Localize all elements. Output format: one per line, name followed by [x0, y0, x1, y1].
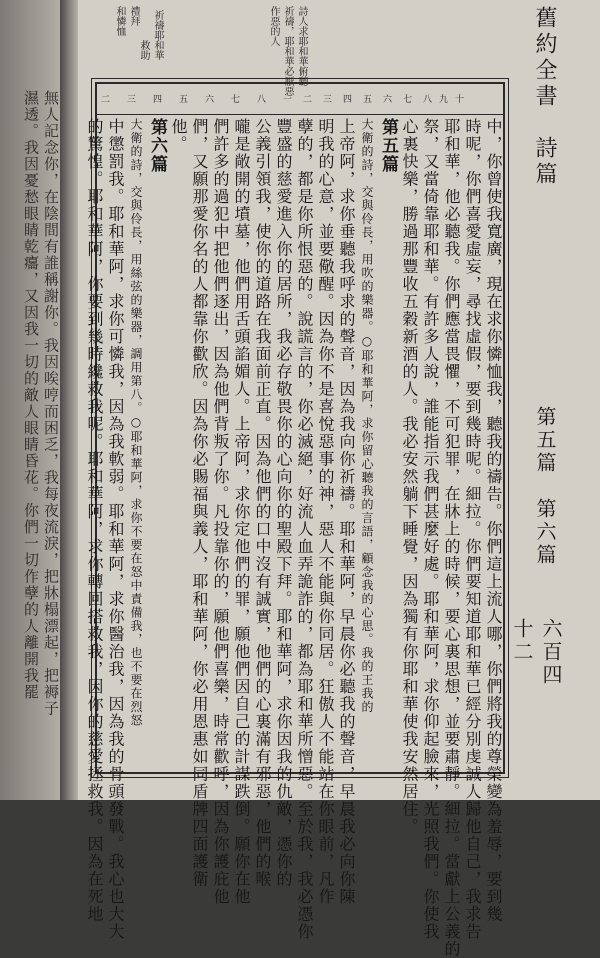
- ruler-mark: 九: [439, 95, 449, 105]
- ruler-mark: 四: [343, 95, 353, 105]
- text-column: 明我的心意，並要儆醒。因為你不是喜悅惡事的神，惡人不能與你同居。狂傲人不能站在你眼前，凡作: [316, 118, 335, 906]
- ruler-mark: 六: [205, 95, 215, 105]
- left-page-column: 無人記念你，在陰間有誰稱謝你。我因唉哼而困乏，我每夜流淚，把牀榻漂起，把褥子: [42, 90, 60, 717]
- top-note: 救助: [138, 40, 149, 60]
- scripture-body: [85, 118, 503, 958]
- psalm-heading: 第五篇: [378, 118, 398, 174]
- ruler-mark: 五: [363, 95, 373, 105]
- ruler-mark: 七: [403, 95, 413, 105]
- text-column: 們許多的過犯中把他們逐出，因為他們背叛了你。凡投靠你的，願他們喜樂，時常歡呼，因為你護庇他: [211, 118, 230, 906]
- psalm-title-line: 大衛的詩，交與伶長，用絲弦的樂器，調用第八。○耶和華阿，求你不要在怒中責備我，也不要在烈怒: [129, 118, 143, 728]
- text-column: 孽的，都是你所恨惡的。說謊言的，你必滅絕，好流人血弄詭詐的，都為耶和華所憎惡。至於我，我必憑你: [295, 118, 314, 941]
- ruler-mark: 六: [383, 95, 393, 105]
- text-column: 豐盛的慈愛進入你的居所，我必存敬畏你的心向你的聖殿下拜。耶和華阿，求你因我的仇敵，憑你的: [274, 118, 293, 888]
- top-note: 祈禱，耶和華必厭惡: [282, 6, 293, 96]
- ruler-header: [97, 84, 503, 115]
- top-note: 作惡的人: [268, 6, 279, 46]
- text-column: 中，你曾使我寬廣，現在求你憐恤我，聽我的禱告。你們這上流人哪，你們將我的尊榮變為羞辱，要到幾: [484, 118, 503, 923]
- text-column: 的驚惶。耶和華阿，你要到幾時纔救我呢。耶和華阿，求你轉回搭救我，因你的慈愛拯救我。因為在死地: [85, 118, 104, 923]
- ruler-mark: 十: [455, 95, 465, 105]
- left-page-column: 濕透。我因憂愁眼睛乾癟，又因我一切的敵人眼睛昏花。你們一切作孽的人離開我罷: [22, 90, 40, 701]
- ruler-mark: 二: [101, 95, 111, 105]
- text-column: 耶和華，他必聽我。你們應當畏懼，不可犯罪，在牀上的時候，要心裏思想，並要肅靜。細拉。當獻上公義的: [442, 118, 461, 958]
- text-column: 他。: [169, 118, 188, 153]
- text-column: 時呢，你們喜愛虛妄，尋找虛假，要到幾時呢。細拉。你們要知道耶和華已經分別虔誠人歸他自己，我求告: [463, 118, 482, 941]
- ruler-mark: 八: [257, 95, 267, 105]
- ruler-mark: 三: [127, 95, 137, 105]
- ruler-mark: 三: [323, 95, 333, 105]
- top-note: 禮拜: [128, 6, 139, 26]
- text-column: 中懲罰我。耶和華阿，求你可憐我，因為我軟弱。耶和華阿，求你醫治我，因為我的骨頭發戰。我心也大大: [106, 118, 125, 941]
- top-note: 詩人求耶和華俯聽: [296, 6, 307, 86]
- text-column: 公義引領我，使你的道路在我面前正直。因為他們的口中沒有誠實，他們的心裏滿有邪惡，他們的喉: [253, 118, 272, 888]
- psalm-heading: 第六篇: [147, 118, 167, 174]
- top-note: 和憐恤: [114, 6, 125, 36]
- ruler-mark: 八: [423, 95, 433, 105]
- left-page-text: [0, 90, 60, 790]
- ruler-mark: 一: [283, 95, 293, 105]
- book-subtitle: 詩篇: [532, 136, 557, 188]
- text-column: 嚨是敞開的墳墓，他們用舌頭諂媚人。上帝阿，求你定他們的罪，願他們因自己的計謀跌倒。願你在他: [232, 118, 251, 906]
- book-title-text: 舊約全書: [532, 6, 557, 110]
- ruler-mark: 四: [153, 95, 163, 105]
- ruler-mark: 二: [303, 95, 313, 105]
- section-range: 第五篇 第六篇: [533, 406, 557, 567]
- psalm-title-line: 大衛的詩，交與伶長，用吹的樂器。○耶和華阿，求你留心聽我的言語，顧念我的心思。我的王我的: [360, 118, 374, 714]
- book-title: [529, 6, 560, 188]
- text-column: 心裏快樂，勝過那豐收五穀新酒的人。我必安然躺下睡覺，因為獨有你耶和華使我安然居住。: [400, 118, 419, 836]
- text-column: 祭，又當倚靠耶和華。有許多人說，誰能指示我們甚麼好處。耶和華阿，求你仰起臉來，光照我們。你使我: [421, 118, 440, 941]
- text-column: 上帝阿，求你垂聽我呼求的聲音，因為我向你祈禱。耶和華阿，早晨你必聽我的聲音，早晨我必向你陳: [337, 118, 356, 906]
- ruler-mark: 七: [231, 95, 241, 105]
- running-head: [510, 6, 590, 706]
- top-note: 祈禱耶和華: [152, 10, 163, 60]
- text-column: 們，又願那愛你名的人都靠你歡欣。因為你必賜福與義人，耶和華阿，你必用恩惠如同盾牌四面護衛: [190, 118, 209, 888]
- page-number: 六百四十二: [510, 618, 563, 687]
- ruler-mark: 五: [179, 95, 189, 105]
